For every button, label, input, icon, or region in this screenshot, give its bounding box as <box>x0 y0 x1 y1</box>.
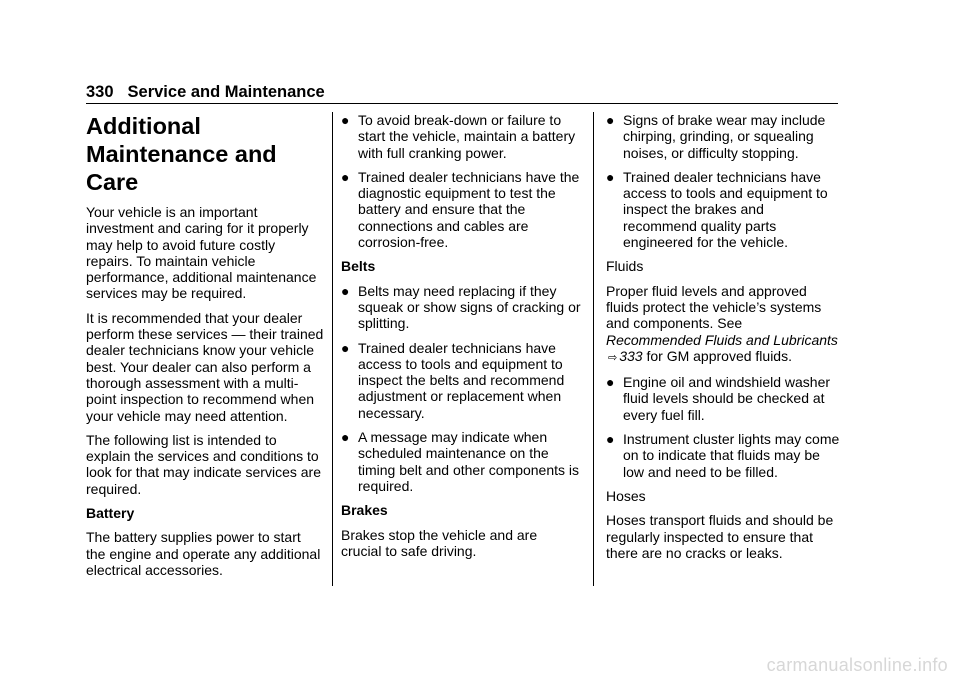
column-divider-1 <box>332 112 333 586</box>
hoses-paragraph: Hoses transport fluids and should be regularly inspected to ensure that there are no cracks or leaks. <box>606 512 834 561</box>
bullet-icon: ● <box>341 168 350 185</box>
battery-heading: Battery <box>86 505 135 522</box>
bullet-icon: ● <box>341 112 350 128</box>
battery-paragraph: The battery supplies power to start the engine and operate any additional electrical accessories. <box>86 529 321 578</box>
list-item: ● To avoid break-down or failure to start the vehicle, maintain a battery with full cranking power. <box>341 112 576 161</box>
column-3 <box>606 112 840 569</box>
list-item: ● Engine oil and windshield washer fluid levels should be checked at every fuel fill. <box>606 374 831 423</box>
column-divider-2 <box>593 112 594 586</box>
fluids-reference-link[interactable]: Recommended Fluids and Lubricants <box>606 331 838 348</box>
bullet-icon: ● <box>606 112 615 128</box>
brakes-paragraph: Brakes stop the vehicle and are crucial to safe driving. <box>341 526 538 559</box>
list-item: ● A message may indicate when scheduled maintenance on the timing belt and other components is required. <box>341 429 580 494</box>
brakes-heading: Brakes <box>341 502 388 519</box>
fluids-paragraph: Proper fluid levels and approved fluids protect the vehicle’s systems and components. See Recommended Fluids and Lubricants⇨ 333 for GM approved fluids. <box>606 283 840 366</box>
page-number: 330 <box>86 83 114 101</box>
header-rule <box>86 103 838 104</box>
bullet-icon: ● <box>606 168 615 185</box>
bullet-icon: ● <box>341 339 350 356</box>
page-title: Additional Maintenance and Care <box>86 113 277 195</box>
intro-paragraph: Your vehicle is an important investment and caring for it properly may help to avoid future costly repairs. To maintain vehicle performance, additional maintenance services may be required. <box>86 204 317 302</box>
list-item: ● Trained dealer technicians have access to tools and equipment to inspect the brakes and recommend quality parts engineered for the vehicle. <box>606 168 828 251</box>
dealer-paragraph: It is recommended that your dealer perform these services — their trained dealer technicians know your vehicle best. Your dealer can also perform a thorough assessment with a multi-point inspection to recommend when your vehicle may need attention. <box>86 309 324 424</box>
column-2 <box>341 112 581 567</box>
bullet-icon: ● <box>606 431 615 448</box>
section-title: Service and Maintenance <box>127 83 325 101</box>
page-reference-icon: ⇨ <box>608 351 618 364</box>
bullet-icon: ● <box>341 282 350 299</box>
list-item: ● Trained dealer technicians have the diagnostic equipment to test the battery and ensure that the connections and cables are corrosion-free. <box>341 168 580 251</box>
list-intro-paragraph: The following list is intended to explain the services and conditions to look for that may indicate services are required. <box>86 431 321 497</box>
bullet-icon: ● <box>341 429 350 446</box>
belts-heading: Belts <box>341 258 376 275</box>
hoses-heading: Hoses <box>606 487 646 504</box>
fluids-heading: Fluids <box>606 258 644 275</box>
list-item: ● Belts may need replacing if they squeak or show signs of cracking or splitting. <box>341 282 581 332</box>
bullet-icon: ● <box>606 374 615 391</box>
watermark: carmanualsonline.info <box>766 655 948 675</box>
column-1 <box>86 112 324 586</box>
page-header <box>86 82 325 102</box>
list-item: ● Trained dealer technicians have access to tools and equipment to inspect the belts and recommend adjustment or replacement when necessary. <box>341 339 565 421</box>
list-item: ● Instrument cluster lights may come on to indicate that fluids may be low and need to be filled. <box>606 431 840 480</box>
list-item: ● Signs of brake wear may include chirping, grinding, or squealing noises, or difficulty stopping. <box>606 112 826 161</box>
fluids-reference-page[interactable]: 333 <box>619 347 643 364</box>
